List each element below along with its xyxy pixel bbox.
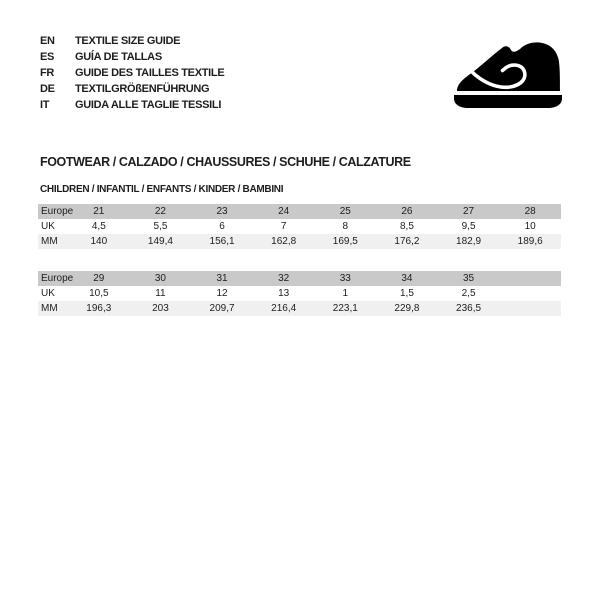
language-row-es [40, 49, 224, 65]
size-value-cell: 25 [315, 204, 377, 219]
row-label: UK [41, 288, 55, 299]
size-value-cell: 24 [253, 204, 315, 219]
table-row-uk [38, 286, 561, 301]
size-value-cell: 2,5 [461, 288, 476, 299]
size-value-cell: 27 [438, 204, 500, 219]
size-value-cell: 32 [253, 271, 315, 286]
row-label: Europe [38, 271, 68, 286]
size-value-cell: 11 [155, 288, 166, 299]
section-subtitle-children: CHILDREN / INFANTIL / ENFANTS / KINDER / BAMBINI [40, 184, 284, 195]
size-value-cell: 8,5 [399, 221, 414, 232]
table-row-europe [38, 204, 561, 219]
size-value-cell: 10 [524, 221, 536, 232]
size-value-cell: 8 [342, 221, 349, 232]
table-row-europe [38, 271, 561, 286]
size-value-cell: 23 [191, 204, 253, 219]
language-code: FR [40, 67, 55, 79]
table-row-mm [38, 234, 561, 249]
size-value-cell: 13 [278, 288, 290, 299]
section-title-footwear: FOOTWEAR / CALZADO / CHAUSSURES / SCHUHE / CALZATURE [40, 155, 411, 169]
row-label: MM [38, 234, 68, 249]
size-value-cell: 9,5 [461, 221, 476, 232]
size-value-cell: 236,5 [438, 301, 500, 316]
language-code: ES [40, 51, 55, 63]
row-label: UK [41, 221, 55, 232]
size-value-cell: 7 [280, 221, 287, 232]
size-value-cell: 21 [68, 204, 130, 219]
size-value-cell: 31 [191, 271, 253, 286]
size-value-cell: 223,1 [315, 301, 377, 316]
size-value-cell [499, 271, 561, 286]
size-value-cell: 30 [130, 271, 192, 286]
language-row-en [40, 33, 224, 49]
children-shoe-icon [452, 38, 566, 110]
size-value-cell: 1,5 [399, 288, 414, 299]
size-value-cell: 34 [376, 271, 438, 286]
language-title: GUIDA ALLE TAGLIE TESSILI [75, 99, 222, 111]
size-value-cell [499, 286, 561, 301]
language-code: IT [40, 99, 50, 111]
size-value-cell: 162,8 [253, 234, 315, 249]
size-value-cell: 6 [219, 221, 225, 232]
size-value-cell: 1 [342, 288, 349, 299]
row-label: Europe [38, 204, 68, 219]
size-value-cell: 156,1 [191, 234, 253, 249]
size-value-cell: 29 [68, 271, 130, 286]
language-guide-list [40, 33, 224, 113]
language-code: EN [40, 35, 55, 47]
size-value-cell: 28 [499, 204, 561, 219]
table-row-uk [38, 219, 561, 234]
size-value-cell: 26 [376, 204, 438, 219]
size-value-cell: 12 [216, 288, 228, 299]
size-value-cell: 33 [315, 271, 377, 286]
size-value-cell: 5,5 [153, 221, 168, 232]
language-title: TEXTILGRÖßENFÜHRUNG [75, 83, 210, 95]
size-value-cell: 229,8 [376, 301, 438, 316]
language-title: GUIDE DES TAILLES TEXTILE [75, 67, 225, 79]
size-value-cell: 176,2 [376, 234, 438, 249]
language-title: TEXTILE SIZE GUIDE [75, 35, 181, 47]
size-value-cell: 196,3 [68, 301, 130, 316]
size-value-cell: 216,4 [253, 301, 315, 316]
language-code: DE [40, 83, 55, 95]
size-value-cell: 22 [130, 204, 192, 219]
size-value-cell: 35 [438, 271, 500, 286]
row-label: MM [38, 301, 68, 316]
size-value-cell [499, 301, 561, 316]
size-table-children-eu-29-35 [38, 271, 561, 316]
language-row-fr [40, 65, 224, 81]
size-value-cell: 189,6 [499, 234, 561, 249]
size-value-cell: 203 [130, 301, 192, 316]
size-value-cell: 149,4 [130, 234, 192, 249]
language-row-it [40, 97, 224, 113]
size-value-cell: 140 [68, 234, 130, 249]
table-row-mm [38, 301, 561, 316]
size-value-cell: 10,5 [89, 288, 109, 299]
size-value-cell: 209,7 [191, 301, 253, 316]
size-value-cell: 169,5 [315, 234, 377, 249]
size-value-cell: 4,5 [91, 221, 106, 232]
language-row-de [40, 81, 224, 97]
size-table-children-eu-21-28 [38, 204, 561, 249]
size-value-cell: 182,9 [438, 234, 500, 249]
language-title: GUÍA DE TALLAS [75, 51, 162, 63]
